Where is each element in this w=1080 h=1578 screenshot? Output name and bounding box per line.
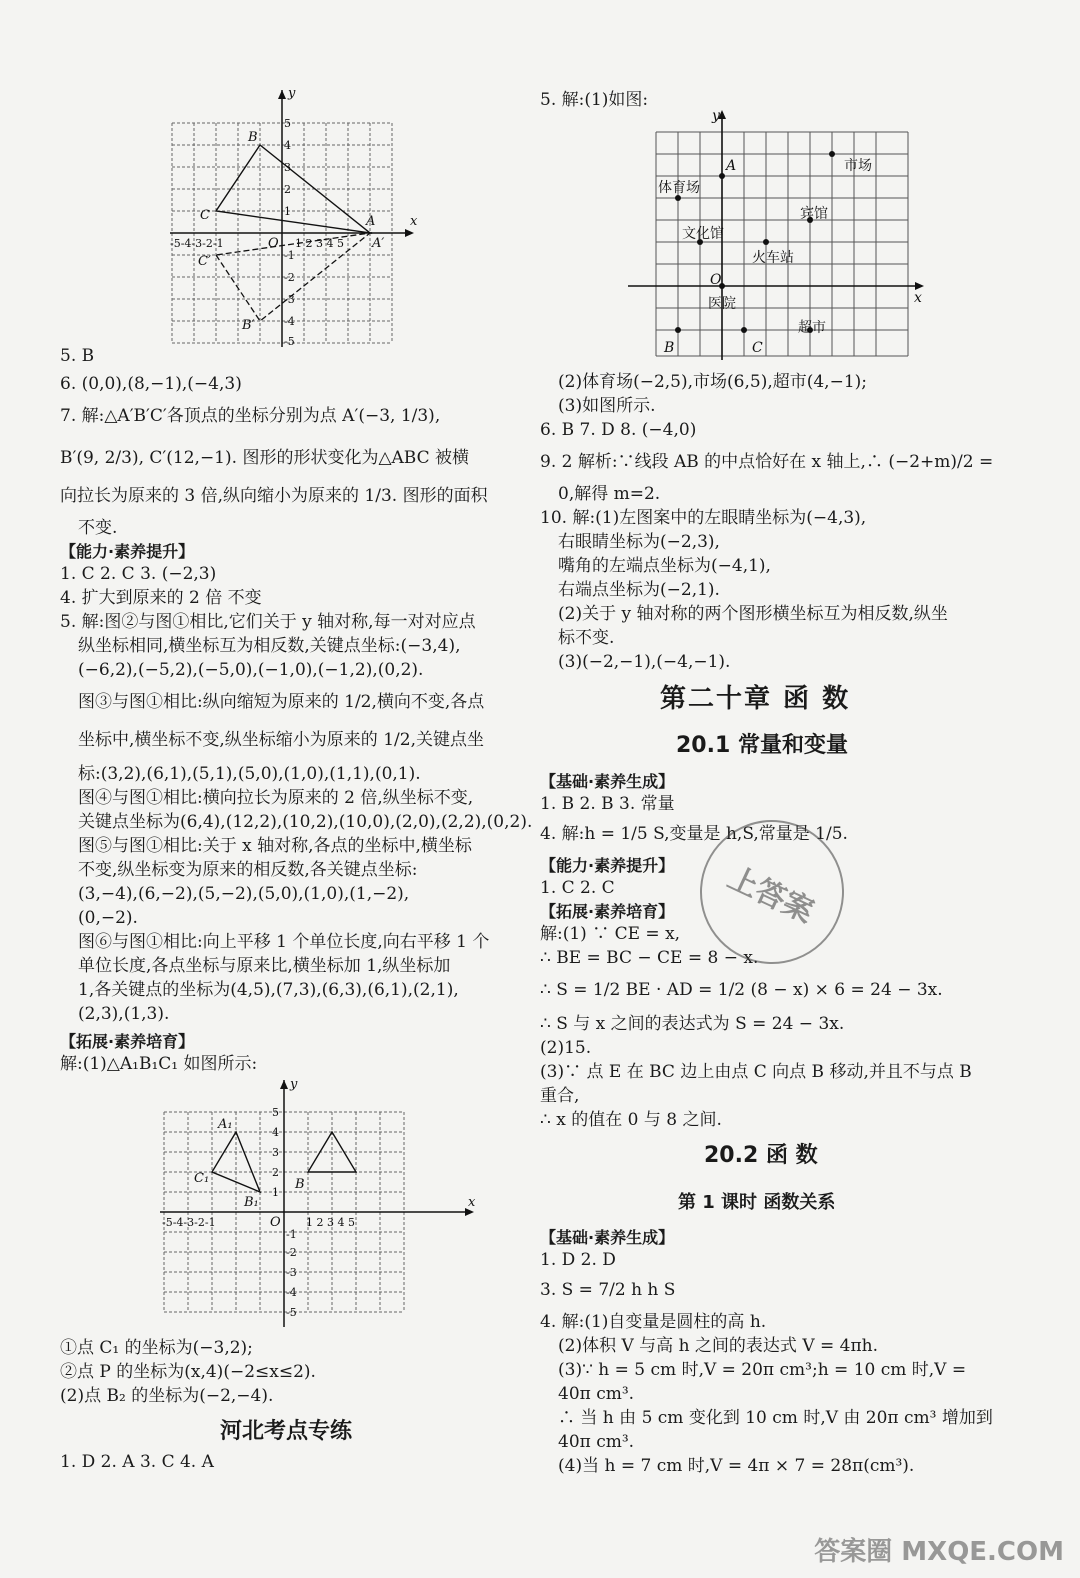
- point-c-prime-label: C′: [198, 254, 211, 269]
- svg-text:-2: -2: [286, 1246, 297, 1259]
- section-heading: 【基础·素养生成】: [540, 772, 675, 791]
- point-a-label: A: [366, 214, 376, 229]
- watermark-text: 答案圈 MXQE.COM: [814, 1537, 1064, 1567]
- answer-line: (2,3),(1,3).: [78, 1004, 170, 1024]
- answer-line: 嘴角的左端点坐标为(−4,1),: [558, 556, 771, 576]
- point-c1-label: C₁: [194, 1171, 210, 1186]
- svg-text:-5: -5: [286, 1306, 297, 1319]
- answer-line: (3)∵ 点 E 在 BC 边上由点 C 向点 B 移动,并且不与点 B: [540, 1062, 972, 1082]
- answer-line: 1,各关键点的坐标为(4,5),(7,3),(6,3),(6,1),(2,1),: [78, 980, 459, 1000]
- point-b-prime-label: B′: [242, 318, 255, 333]
- section-heading: 【能力·素养提升】: [540, 856, 675, 875]
- answer-line: 7. 解:△A′B′C′各顶点的坐标分别为点 A′(−3, 1/3),: [60, 406, 441, 426]
- answer-line: (0,−2).: [78, 908, 138, 928]
- answer-line: ∴ S = 1/2 BE · AD = 1/2 (8 − x) × 6 = 24 − 3x.: [540, 980, 943, 1000]
- map-label-hotel: 宾馆: [800, 206, 828, 222]
- answer-line: 4. 解:(1)自变量是圆柱的高 h.: [540, 1312, 767, 1332]
- section-title: 河北考点专练: [220, 1419, 353, 1444]
- map-y-axis-label: y: [712, 108, 720, 124]
- answer-line: 5. 解:图②与图①相比,它们关于 y 轴对称,每一对对应点: [60, 612, 476, 632]
- section-title: 20.1 常量和变量: [676, 733, 848, 758]
- svg-text:5: 5: [272, 1106, 279, 1119]
- map-origin-label: O: [710, 272, 722, 288]
- map-x-axis-label: x: [914, 290, 922, 306]
- answer-line: (2)体育场(−2,5),市场(6,5),超市(4,−1);: [558, 372, 868, 392]
- answer-line: 坐标中,横坐标不变,纵坐标缩小为原来的 1/2,关键点坐: [78, 730, 484, 750]
- answer-line: 不变,纵坐标变为原来的相反数,各关键点坐标:: [78, 860, 418, 880]
- answer-line: 5. B: [60, 346, 95, 366]
- svg-text:2: 2: [284, 183, 291, 196]
- answer-line: ∴ BE = BC − CE = 8 − x.: [540, 948, 759, 968]
- answer-line: 图③与图①相比:纵向缩短为原来的 1/2,横向不变,各点: [78, 692, 485, 712]
- answer-line: 解:(1)△A₁B₁C₁ 如图所示:: [60, 1054, 258, 1074]
- answer-line: 不变.: [78, 518, 118, 538]
- answer-line: 标不变.: [558, 628, 615, 648]
- lesson-title: 第 1 课时 函数关系: [678, 1192, 836, 1213]
- stamp-text: 上答案: [722, 860, 819, 931]
- answer-line: ∴ 当 h 由 5 cm 变化到 10 cm 时,V 由 20π cm³ 增加到: [558, 1408, 993, 1428]
- svg-text:5: 5: [284, 117, 291, 130]
- svg-text:-1: -1: [284, 249, 295, 262]
- point-a1-label: A₁: [218, 1117, 233, 1132]
- answer-line: 1. C 2. C 3. (−2,3): [60, 564, 217, 584]
- answer-line: 5. 解:(1)如图:: [540, 90, 649, 110]
- map-label-supermarket: 超市: [798, 320, 826, 336]
- answer-line: 4. 扩大到原来的 2 倍 不变: [60, 588, 262, 608]
- svg-text:1 2 3 4 5: 1 2 3 4 5: [306, 1216, 355, 1229]
- city-map-grid: [628, 108, 928, 364]
- svg-text:1: 1: [284, 205, 291, 218]
- answer-line: 40π cm³.: [558, 1432, 635, 1452]
- coordinate-graph-triangle-abc: [170, 85, 540, 350]
- svg-text:-5-4-3-2-1: -5-4-3-2-1: [162, 1216, 216, 1229]
- svg-text:-5: -5: [284, 335, 295, 348]
- answer-line: (2)体积 V 与高 h 之间的表达式 V = 4πh.: [558, 1336, 878, 1356]
- point-b1-label: B₁: [244, 1195, 259, 1210]
- answer-line: 右眼睛坐标为(−2,3),: [558, 532, 720, 552]
- answer-line: (3)如图所示.: [558, 396, 656, 416]
- answer-line: 0,解得 m=2.: [558, 484, 661, 504]
- answer-line: (2)15.: [540, 1038, 592, 1058]
- answer-line: B′(9, 2/3), C′(12,−1). 图形的形状变化为△ABC 被横: [60, 448, 470, 468]
- svg-text:4: 4: [272, 1126, 279, 1139]
- map-label-c: C: [752, 340, 763, 356]
- answer-line: 关键点坐标为(6,4),(12,2),(10,2),(10,0),(2,0),(2,2),(0,2).: [78, 812, 533, 832]
- map-label-train-station: 火车站: [752, 250, 794, 266]
- map-label-a: A: [726, 158, 737, 174]
- map-label-culture-hall: 文化馆: [682, 226, 724, 242]
- answer-line: ①点 C₁ 的坐标为(−3,2);: [60, 1338, 253, 1358]
- origin-label: O: [268, 236, 279, 251]
- answer-line: (2)点 B₂ 的坐标为(−2,−4).: [60, 1386, 274, 1406]
- answer-line: 向拉长为原来的 3 倍,纵向缩小为原来的 1/3. 图形的面积: [60, 486, 488, 506]
- answer-line: ∴ x 的值在 0 与 8 之间.: [540, 1110, 722, 1130]
- section-heading: 【基础·素养生成】: [540, 1228, 675, 1247]
- answer-line: 6. B 7. D 8. (−4,0): [540, 420, 697, 440]
- origin-label: O: [270, 1215, 281, 1230]
- answer-line: ②点 P 的坐标为(x,4)(−2≤x≤2).: [60, 1362, 316, 1382]
- section-heading: 【能力·素养提升】: [60, 542, 195, 561]
- answer-line: 重合,: [540, 1086, 580, 1106]
- answer-line: 图⑥与图①相比:向上平移 1 个单位长度,向右平移 1 个: [78, 932, 490, 952]
- svg-text:3: 3: [272, 1146, 279, 1159]
- answer-line: 4. 解:h = 1/5 S,变量是 h,S,常量是 1/5.: [540, 824, 848, 844]
- svg-text:-3: -3: [286, 1266, 297, 1279]
- answer-line: (−6,2),(−5,2),(−5,0),(−1,0),(−1,2),(0,2).: [78, 660, 424, 680]
- point-c-label: C: [200, 208, 210, 223]
- map-label-hospital: 医院: [708, 296, 736, 312]
- answer-line: 1. D 2. A 3. C 4. A: [60, 1452, 214, 1472]
- section-title: 20.2 函 数: [704, 1143, 818, 1168]
- answer-line: 3. S = 7/2 h h S: [540, 1280, 676, 1300]
- answer-line: 右端点坐标为(−2,1).: [558, 580, 720, 600]
- svg-text:-3: -3: [284, 293, 295, 306]
- svg-text:1: 1: [272, 1186, 279, 1199]
- answer-line: 40π cm³.: [558, 1384, 635, 1404]
- map-label-b: B: [664, 340, 675, 356]
- svg-text:-4: -4: [286, 1286, 297, 1299]
- x-axis-label: x: [468, 1195, 476, 1210]
- point-b-label: B: [295, 1177, 305, 1192]
- answer-line: 1. C 2. C: [540, 878, 615, 898]
- answer-line: (3,−4),(6,−2),(5,−2),(5,0),(1,0),(1,−2),: [78, 884, 410, 904]
- answer-line: 图④与图①相比:横向拉长为原来的 2 倍,纵坐标不变,: [78, 788, 474, 808]
- point-b-label: B: [248, 130, 258, 145]
- point-a-prime-label: A′: [372, 236, 385, 251]
- answer-line: (3)(−2,−1),(−4,−1).: [558, 652, 731, 672]
- answer-line: 解:(1) ∵ CE = x,: [540, 924, 681, 944]
- svg-text:-1: -1: [286, 1228, 297, 1241]
- answer-line: 标:(3,2),(6,1),(5,1),(5,0),(1,0),(1,1),(0,1).: [78, 764, 421, 784]
- answer-line: 单位长度,各点坐标与原来比,横坐标加 1,纵坐标加: [78, 956, 451, 976]
- map-label-stadium: 体育场: [658, 180, 700, 196]
- answer-line: 1. D 2. D: [540, 1250, 616, 1270]
- svg-text:3: 3: [284, 161, 291, 174]
- section-heading: 【拓展·素养培育】: [60, 1032, 195, 1051]
- answer-line: ∴ S 与 x 之间的表达式为 S = 24 − 3x.: [540, 1014, 845, 1034]
- watermark-logo: [804, 1527, 1074, 1572]
- answer-line: (4)当 h = 7 cm 时,V = 4π × 7 = 28π(cm³).: [558, 1456, 915, 1476]
- section-heading: 【拓展·素养培育】: [540, 902, 675, 921]
- svg-text:4: 4: [284, 139, 291, 152]
- answer-line: 10. 解:(1)左图案中的左眼睛坐标为(−4,3),: [540, 508, 867, 528]
- coordinate-graph-triangle-a1b1c1: [160, 1072, 490, 1334]
- svg-text:-5-4-3-2-1: -5-4-3-2-1: [170, 237, 224, 250]
- answer-line: 1. B 2. B 3. 常量: [540, 794, 675, 814]
- svg-text:1 2 3 4 5: 1 2 3 4 5: [295, 237, 344, 250]
- answer-line: 纵坐标相同,横坐标互为相反数,关键点坐标:(−3,4),: [78, 636, 461, 656]
- y-axis-label: y: [288, 86, 296, 101]
- answer-line: 图⑤与图①相比:关于 x 轴对称,各点的坐标中,横坐标: [78, 836, 472, 856]
- svg-text:-4: -4: [284, 315, 295, 328]
- chapter-title: 第二十章 函 数: [660, 684, 851, 714]
- y-axis-label: y: [290, 1077, 298, 1092]
- answer-line: 6. (0,0),(8,−1),(−4,3): [60, 374, 242, 394]
- map-label-market: 市场: [844, 158, 872, 174]
- svg-text:2: 2: [272, 1166, 279, 1179]
- answer-line: 9. 2 解析:∵线段 AB 的中点恰好在 x 轴上,∴ (−2+m)/2 =: [540, 452, 994, 472]
- answer-line: (3)∵ h = 5 cm 时,V = 20π cm³;h = 10 cm 时,V =: [558, 1360, 967, 1380]
- x-axis-label: x: [410, 214, 418, 229]
- answer-line: (2)关于 y 轴对称的两个图形横坐标互为相反数,纵坐: [558, 604, 948, 624]
- svg-text:-2: -2: [284, 271, 295, 284]
